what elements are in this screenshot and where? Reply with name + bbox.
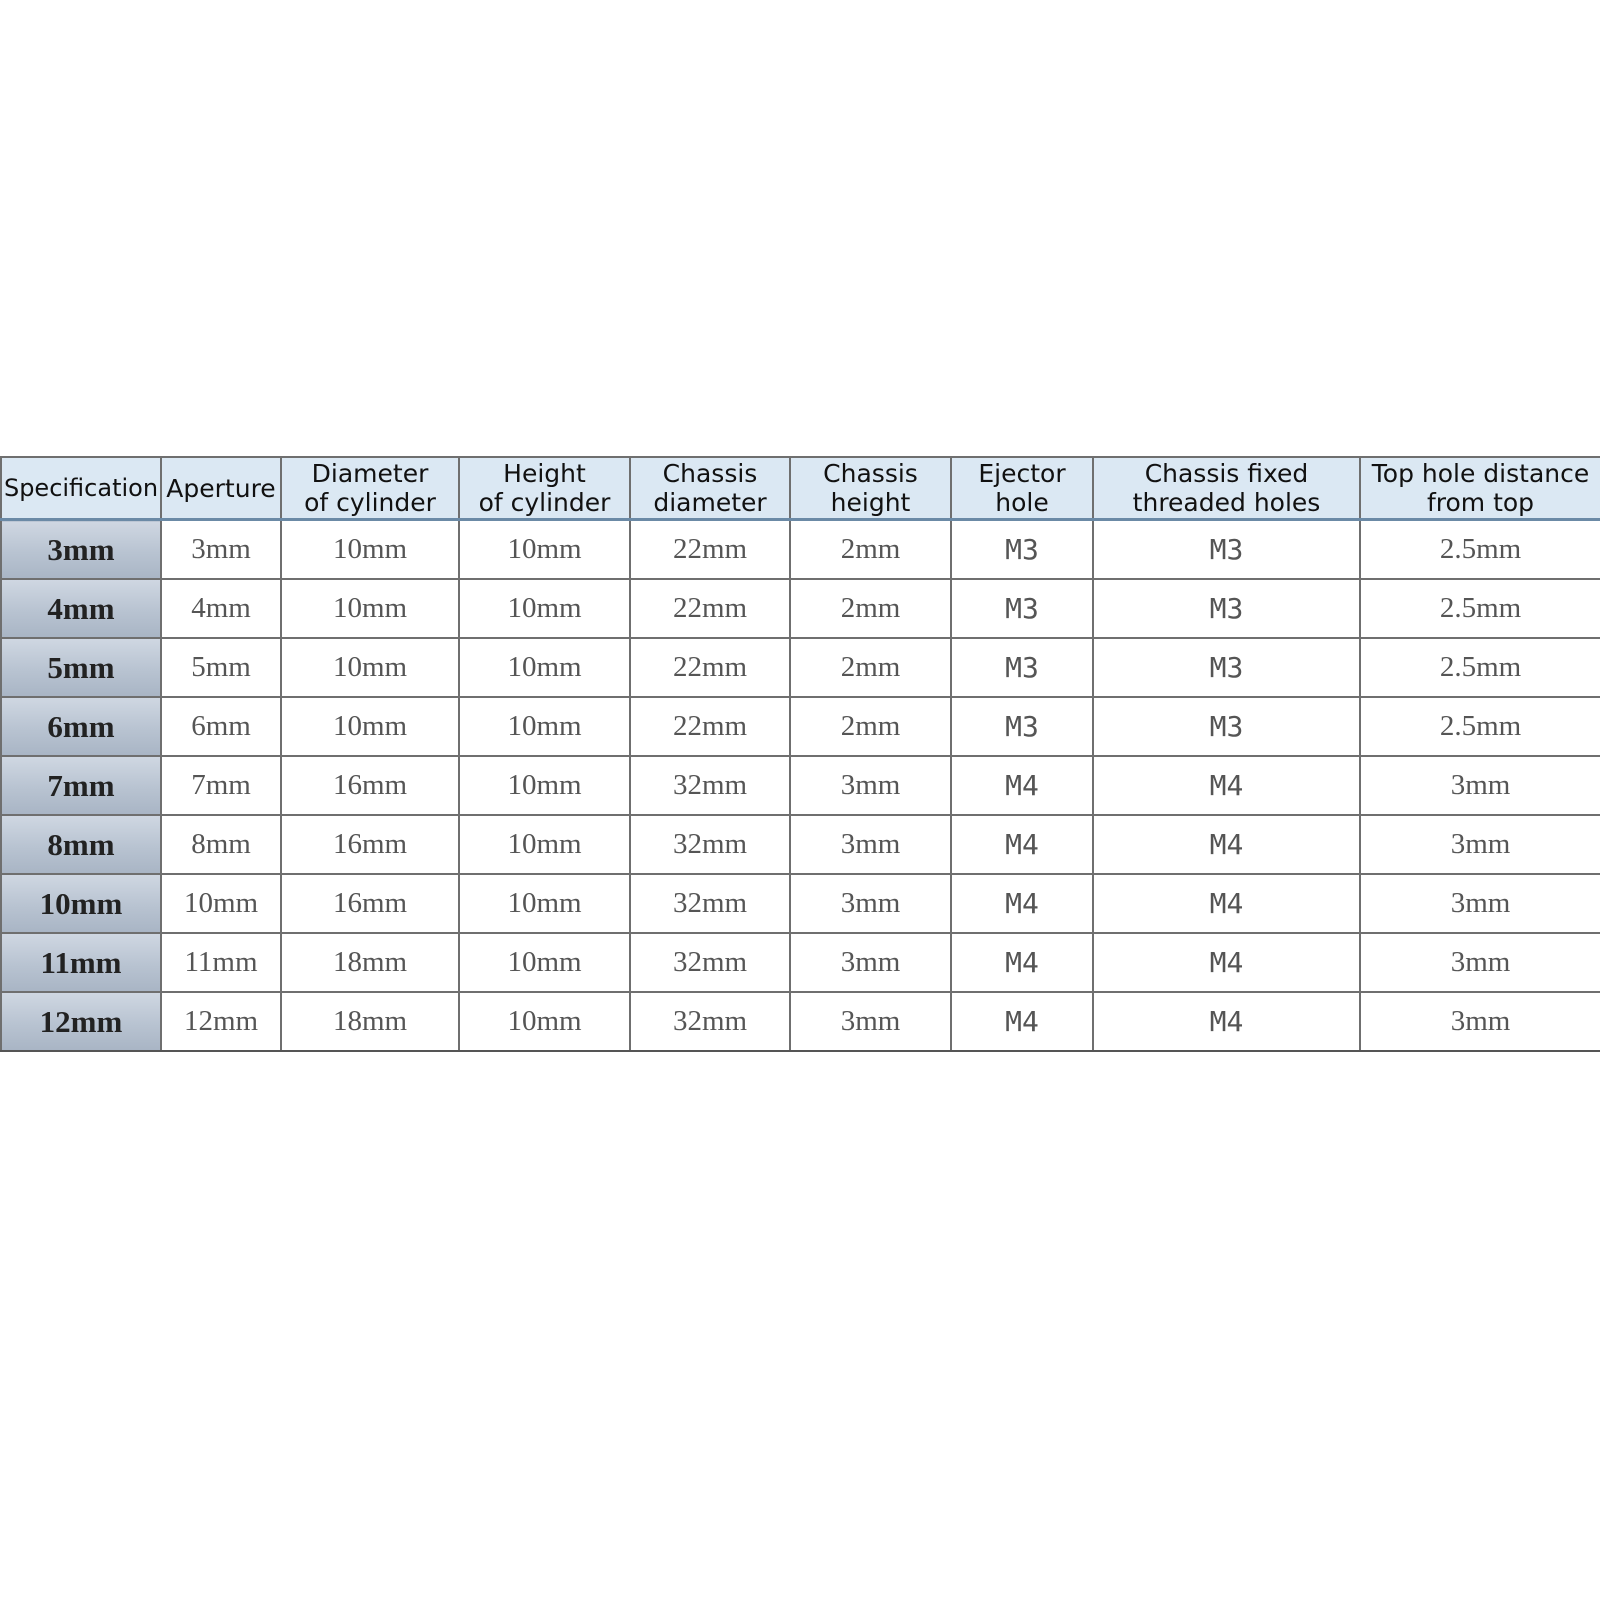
cell-chassis-diameter: 32mm bbox=[630, 992, 790, 1051]
cell-top-hole-distance: 2.5mm bbox=[1360, 697, 1600, 756]
cell-chassis-diameter: 32mm bbox=[630, 815, 790, 874]
cell-diameter-of-cylinder: 10mm bbox=[281, 697, 459, 756]
cell-specification: 5mm bbox=[1, 638, 161, 697]
cell-aperture: 5mm bbox=[161, 638, 281, 697]
header-ejector-hole: Ejector hole bbox=[951, 457, 1093, 520]
cell-chassis-fixed-threaded-holes: M4 bbox=[1093, 933, 1360, 992]
cell-chassis-diameter: 22mm bbox=[630, 638, 790, 697]
cell-height-of-cylinder: 10mm bbox=[459, 815, 630, 874]
cell-height-of-cylinder: 10mm bbox=[459, 992, 630, 1051]
cell-chassis-diameter: 22mm bbox=[630, 697, 790, 756]
table-body bbox=[1, 520, 1600, 1052]
cell-chassis-fixed-threaded-holes: M3 bbox=[1093, 638, 1360, 697]
header-chassis-diameter: Chassis diameter bbox=[630, 457, 790, 520]
cell-chassis-height: 2mm bbox=[790, 638, 951, 697]
cell-aperture: 4mm bbox=[161, 579, 281, 638]
header-chassis-height: Chassis height bbox=[790, 457, 951, 520]
cell-chassis-height: 3mm bbox=[790, 992, 951, 1051]
cell-specification: 4mm bbox=[1, 579, 161, 638]
cell-chassis-diameter: 32mm bbox=[630, 756, 790, 815]
cell-chassis-height: 2mm bbox=[790, 520, 951, 580]
cell-top-hole-distance: 3mm bbox=[1360, 756, 1600, 815]
cell-height-of-cylinder: 10mm bbox=[459, 933, 630, 992]
cell-height-of-cylinder: 10mm bbox=[459, 756, 630, 815]
cell-chassis-fixed-threaded-holes: M4 bbox=[1093, 815, 1360, 874]
cell-aperture: 10mm bbox=[161, 874, 281, 933]
cell-chassis-fixed-threaded-holes: M3 bbox=[1093, 579, 1360, 638]
cell-specification: 11mm bbox=[1, 933, 161, 992]
cell-aperture: 11mm bbox=[161, 933, 281, 992]
cell-chassis-diameter: 32mm bbox=[630, 933, 790, 992]
cell-aperture: 7mm bbox=[161, 756, 281, 815]
cell-chassis-fixed-threaded-holes: M3 bbox=[1093, 520, 1360, 580]
cell-diameter-of-cylinder: 10mm bbox=[281, 520, 459, 580]
cell-specification: 3mm bbox=[1, 520, 161, 580]
cell-ejector-hole: M3 bbox=[951, 638, 1093, 697]
cell-diameter-of-cylinder: 18mm bbox=[281, 992, 459, 1051]
table-row bbox=[1, 756, 1600, 815]
cell-ejector-hole: M4 bbox=[951, 874, 1093, 933]
cell-chassis-height: 2mm bbox=[790, 697, 951, 756]
cell-chassis-height: 3mm bbox=[790, 874, 951, 933]
header-height-of-cylinder: Height of cylinder bbox=[459, 457, 630, 520]
cell-specification: 7mm bbox=[1, 756, 161, 815]
cell-specification: 6mm bbox=[1, 697, 161, 756]
cell-height-of-cylinder: 10mm bbox=[459, 874, 630, 933]
header-top-hole-distance: Top hole distance from top bbox=[1360, 457, 1600, 520]
table-row bbox=[1, 579, 1600, 638]
cell-diameter-of-cylinder: 16mm bbox=[281, 874, 459, 933]
cell-top-hole-distance: 2.5mm bbox=[1360, 638, 1600, 697]
table-header bbox=[1, 457, 1600, 520]
cell-ejector-hole: M3 bbox=[951, 520, 1093, 580]
cell-chassis-fixed-threaded-holes: M4 bbox=[1093, 756, 1360, 815]
cell-specification: 12mm bbox=[1, 992, 161, 1051]
cell-top-hole-distance: 3mm bbox=[1360, 874, 1600, 933]
cell-top-hole-distance: 3mm bbox=[1360, 933, 1600, 992]
cell-aperture: 6mm bbox=[161, 697, 281, 756]
header-row bbox=[1, 457, 1600, 520]
cell-height-of-cylinder: 10mm bbox=[459, 697, 630, 756]
table-row bbox=[1, 874, 1600, 933]
cell-chassis-diameter: 22mm bbox=[630, 579, 790, 638]
cell-chassis-fixed-threaded-holes: M3 bbox=[1093, 697, 1360, 756]
cell-diameter-of-cylinder: 16mm bbox=[281, 756, 459, 815]
cell-height-of-cylinder: 10mm bbox=[459, 579, 630, 638]
cell-chassis-height: 2mm bbox=[790, 579, 951, 638]
table-row bbox=[1, 933, 1600, 992]
table-row bbox=[1, 815, 1600, 874]
spec-table bbox=[0, 456, 1600, 1052]
cell-top-hole-distance: 2.5mm bbox=[1360, 579, 1600, 638]
cell-diameter-of-cylinder: 10mm bbox=[281, 579, 459, 638]
cell-chassis-fixed-threaded-holes: M4 bbox=[1093, 992, 1360, 1051]
cell-ejector-hole: M4 bbox=[951, 933, 1093, 992]
cell-diameter-of-cylinder: 18mm bbox=[281, 933, 459, 992]
header-aperture: Aperture bbox=[161, 457, 281, 520]
cell-ejector-hole: M4 bbox=[951, 992, 1093, 1051]
cell-chassis-diameter: 22mm bbox=[630, 520, 790, 580]
cell-chassis-height: 3mm bbox=[790, 815, 951, 874]
cell-ejector-hole: M3 bbox=[951, 579, 1093, 638]
cell-chassis-height: 3mm bbox=[790, 933, 951, 992]
cell-ejector-hole: M4 bbox=[951, 815, 1093, 874]
table-row bbox=[1, 697, 1600, 756]
cell-ejector-hole: M3 bbox=[951, 697, 1093, 756]
cell-top-hole-distance: 2.5mm bbox=[1360, 520, 1600, 580]
table-row bbox=[1, 520, 1600, 580]
cell-chassis-diameter: 32mm bbox=[630, 874, 790, 933]
cell-specification: 8mm bbox=[1, 815, 161, 874]
cell-aperture: 12mm bbox=[161, 992, 281, 1051]
cell-top-hole-distance: 3mm bbox=[1360, 815, 1600, 874]
cell-aperture: 8mm bbox=[161, 815, 281, 874]
cell-diameter-of-cylinder: 16mm bbox=[281, 815, 459, 874]
cell-aperture: 3mm bbox=[161, 520, 281, 580]
cell-top-hole-distance: 3mm bbox=[1360, 992, 1600, 1051]
header-chassis-fixed-threaded-holes: Chassis fixed threaded holes bbox=[1093, 457, 1360, 520]
cell-chassis-fixed-threaded-holes: M4 bbox=[1093, 874, 1360, 933]
cell-height-of-cylinder: 10mm bbox=[459, 638, 630, 697]
cell-diameter-of-cylinder: 10mm bbox=[281, 638, 459, 697]
cell-specification: 10mm bbox=[1, 874, 161, 933]
header-specification: Specification bbox=[1, 457, 161, 520]
cell-chassis-height: 3mm bbox=[790, 756, 951, 815]
table-row bbox=[1, 638, 1600, 697]
cell-ejector-hole: M4 bbox=[951, 756, 1093, 815]
table-row bbox=[1, 992, 1600, 1051]
cell-height-of-cylinder: 10mm bbox=[459, 520, 630, 580]
header-diameter-of-cylinder: Diameter of cylinder bbox=[281, 457, 459, 520]
